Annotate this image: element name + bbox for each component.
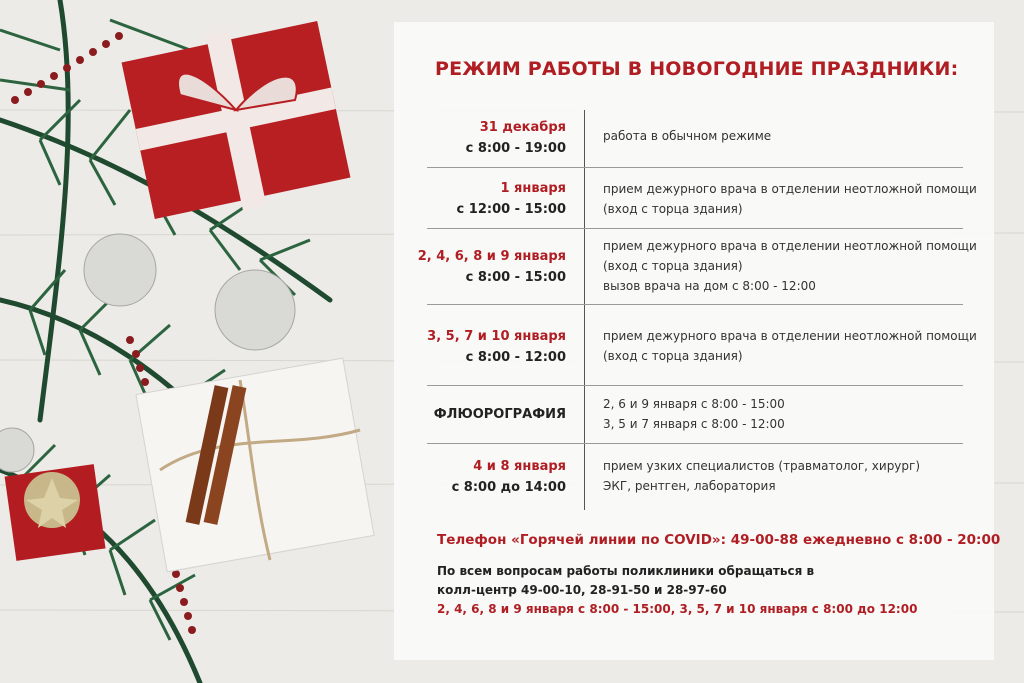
- column-divider: [584, 110, 585, 510]
- row-divider: [427, 228, 963, 229]
- detail-line: (вход с торца здания): [603, 259, 743, 273]
- time-label: с 8:00 - 15:00: [465, 270, 566, 285]
- detail-line: прием дежурного врача в отделении неотложной помощи: [603, 239, 977, 253]
- detail-line: 3, 5 и 7 января с 8:00 - 12:00: [603, 417, 785, 431]
- row-divider: [427, 385, 963, 386]
- schedule-row-date: [434, 404, 566, 425]
- white-gift-icon: [136, 358, 374, 572]
- detail-line: прием узких специалистов (травматолог, хирург): [603, 459, 921, 473]
- date-label: 2, 4, 6, 8 и 9 января: [417, 249, 566, 264]
- schedule-row-date: [457, 178, 566, 220]
- time-label: с 8:00 - 19:00: [465, 141, 566, 156]
- detail-line: 2, 6 и 9 января с 8:00 - 15:00: [603, 397, 785, 411]
- schedule-row-date: [466, 117, 566, 159]
- detail-line: вызов врача на дом с 8:00 - 12:00: [603, 279, 816, 293]
- date-label: 3, 5, 7 и 10 января: [427, 329, 566, 344]
- schedule-row-date: [427, 326, 566, 368]
- detail-line: (вход с торца здания): [603, 202, 743, 216]
- schedule-row-details: [603, 179, 977, 219]
- time-label: с 12:00 - 15:00: [456, 202, 566, 217]
- small-red-gift-icon: [5, 464, 106, 561]
- schedule-row-details: [603, 326, 977, 366]
- row-divider: [427, 304, 963, 305]
- info-line: По всем вопросам работы поликлиники обращаться в: [437, 564, 815, 578]
- page-title: РЕЖИМ РАБОТЫ В НОВОГОДНИЕ ПРАЗДНИКИ:: [435, 58, 959, 80]
- schedule-row-date: [418, 246, 566, 288]
- row-divider: [427, 443, 963, 444]
- row-divider: [427, 167, 963, 168]
- covid-hotline: Телефон «Горячей линии по COVID»: 49-00-88 ежедневно с 8:00 - 20:00: [437, 532, 1001, 548]
- date-label: 31 декабря: [479, 120, 566, 135]
- date-label: 4 и 8 января: [473, 459, 566, 474]
- schedule-row-date: [452, 456, 566, 498]
- detail-line: работа в обычном режиме: [603, 129, 772, 143]
- schedule-row-details: [603, 126, 771, 146]
- time-label: с 8:00 - 12:00: [465, 350, 566, 365]
- schedule-row-details: [603, 394, 785, 434]
- detail-line: прием дежурного врача в отделении неотложной помощи: [603, 329, 977, 343]
- schedule-row-details: [603, 236, 977, 296]
- info-line: 2, 4, 6, 8 и 9 января с 8:00 - 15:00, 3, 5, 7 и 10 января с 8:00 до 12:00: [437, 602, 918, 616]
- date-label: 1 января: [500, 181, 566, 196]
- date-label: ФЛЮОРОГРАФИЯ: [433, 407, 566, 422]
- detail-line: (вход с торца здания): [603, 349, 743, 363]
- detail-line: прием дежурного врача в отделении неотложной помощи: [603, 182, 977, 196]
- schedule-row-details: [603, 456, 920, 496]
- contact-info: [437, 562, 917, 619]
- time-label: с 8:00 до 14:00: [451, 480, 566, 495]
- detail-line: ЭКГ, рентген, лаборатория: [603, 479, 776, 493]
- info-line: колл-центр 49-00-10, 28-91-50 и 28-97-60: [437, 583, 727, 597]
